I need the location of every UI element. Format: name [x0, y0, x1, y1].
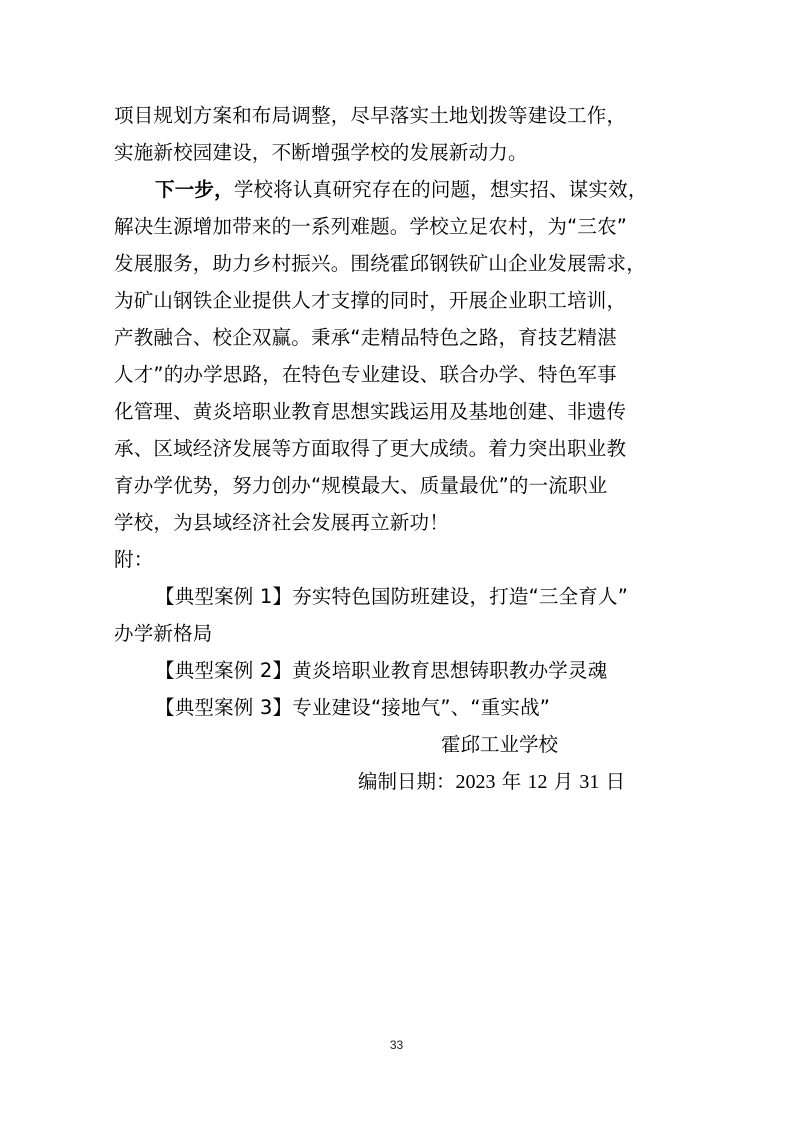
- appendix-case-3: 【典型案例 3】专业建设“接地气”、“重实战”: [155, 696, 551, 719]
- paragraph-line: 发展服务，助力乡村振兴。围绕霍邱钢铁矿山企业发展需求，: [114, 252, 646, 275]
- compile-date: [358, 770, 625, 794]
- appendix-label: 附：: [114, 548, 154, 571]
- paragraph-line: 产教融合、校企双赢。秉承“走精品特色之路，育技艺精湛: [114, 326, 617, 349]
- paragraph-first-line: [155, 178, 648, 202]
- paragraph-line: 为矿山钢铁企业提供人才支撑的同时，开展企业职工培训，: [114, 289, 627, 312]
- date-month: 12: [527, 771, 548, 793]
- school-name: 霍邱工业学校: [441, 733, 559, 756]
- paragraph-line: 解决生源增加带来的一系列难题。学校立足农村，为“三农”: [114, 215, 628, 238]
- appendix-case-1-continued: 办学新格局: [114, 622, 213, 645]
- paragraph-lead-bold: 下一步，: [155, 178, 234, 201]
- month-char: 月: [553, 770, 574, 793]
- paragraph-line: 育办学优势，努力创办“规模最大、质量最优”的一流职业: [114, 474, 608, 497]
- paragraph-line: 学校，为县域经济社会发展再立新功！: [114, 511, 449, 534]
- paragraph-line: 项目规划方案和布局调整，尽早落实土地划拨等建设工作，: [114, 104, 627, 127]
- year-char: 年: [501, 770, 522, 793]
- paragraph-line: 人才”的办学思路，在特色专业建设、联合办学、特色军事: [114, 363, 617, 386]
- date-label: 编制日期：: [358, 770, 456, 793]
- appendix-case-2: 【典型案例 2】黄炎培职业教育思想铸职教办学灵魂: [155, 659, 608, 682]
- page-number: 33: [389, 1038, 404, 1052]
- day-char: 日: [605, 770, 626, 793]
- date-year: 2023: [455, 771, 496, 793]
- paragraph-line: 化管理、黄炎培职业教育思想实践运用及基地创建、非遗传: [114, 400, 627, 423]
- date-day: 31: [579, 771, 600, 793]
- paragraph-line: 实施新校园建设，不断增强学校的发展新动力。: [114, 141, 528, 164]
- paragraph-line: 承、区域经济发展等方面取得了更大成绩。着力突出职业教: [114, 437, 627, 460]
- paragraph-first-line-text: 学校将认真研究存在的问题，想实招、谋实效，: [233, 178, 648, 201]
- appendix-case-1: 【典型案例 1】夯实特色国防班建设，打造“三全育人”: [155, 585, 629, 608]
